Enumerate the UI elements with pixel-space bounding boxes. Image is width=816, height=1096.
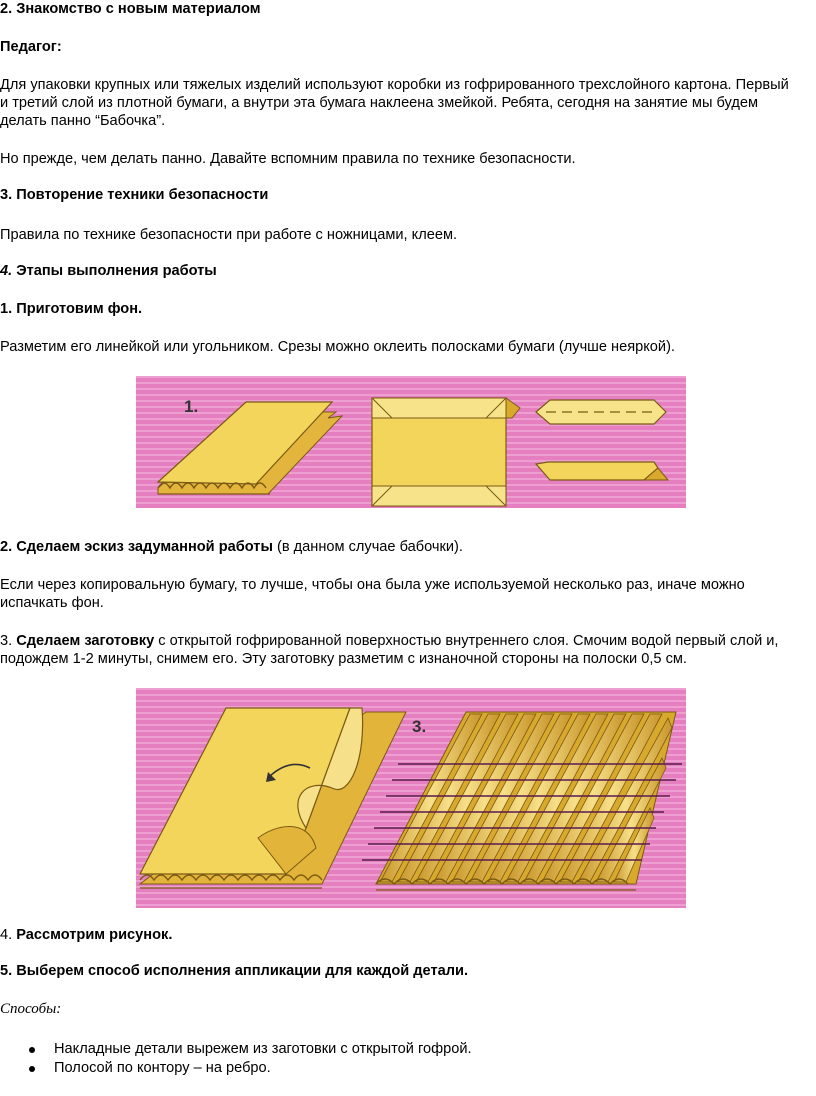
section-2-heading: 2. Знакомство с новым материалом xyxy=(0,1,261,17)
step-3-number: 3. xyxy=(0,633,17,649)
intro-line-2: и третий слой из плотной бумаги, а внутри эта бумага наклеена змейкой. Ребята, сегодня на занятие мы будем xyxy=(0,95,759,111)
safety-lead: Но прежде, чем делать панно. Давайте вспомним правила по технике безопасности. xyxy=(0,151,576,167)
list-item xyxy=(0,1040,808,1059)
section-4-number: 4. xyxy=(0,263,13,279)
step-2-note: (в данном случае бабочки). xyxy=(272,539,463,555)
step-2-text-line-2: испачкать фон. xyxy=(0,595,104,611)
figure-3-label: 3. xyxy=(412,717,427,736)
bullet-icon xyxy=(29,1066,35,1072)
figure-background-preparation xyxy=(136,376,686,508)
board-with-edge-strips-illustration xyxy=(372,398,520,506)
intro-line-1: Для упаковки крупных или тяжелых изделий используют коробки из гофрированного трехслойного картона. Первый xyxy=(0,77,789,93)
method-text: Накладные детали вырежем из заготовки с открытой гофрой. xyxy=(54,1041,472,1057)
teacher-label: Педагог: xyxy=(0,39,62,55)
section-4-heading xyxy=(0,262,808,280)
step-3-title: Сделаем заготовку xyxy=(16,633,155,649)
step-1-heading: 1. Приготовим фон. xyxy=(0,301,143,317)
section-3-heading: 3. Повторение техники безопасности xyxy=(0,187,269,203)
methods-label: Способы: xyxy=(0,1001,62,1017)
list-item xyxy=(0,1059,808,1078)
section-3-text: Правила по технике безопасности при работе с ножницами, клеем. xyxy=(0,227,458,243)
figure-1-label: 1. xyxy=(184,397,199,416)
step-4-number: 4. xyxy=(0,927,17,943)
step-1-text: Разметим его линейкой или угольником. Срезы можно оклеить полосками бумаги (лучше неяркой). xyxy=(0,339,675,355)
step-2-heading xyxy=(0,538,808,556)
step-3-line-1 xyxy=(0,632,808,650)
method-text: Полосой по контору – на ребро. xyxy=(54,1060,271,1076)
figure-blank-preparation xyxy=(136,688,686,908)
step-4-line xyxy=(0,926,808,944)
step-3-rest: с открытой гофрированной поверхностью внутреннего слоя. Смочим водой первый слой и, xyxy=(154,633,779,649)
bullet-icon xyxy=(29,1047,35,1053)
step-3-line-2: подождем 1-2 минуты, снимем его. Эту заготовку разметим с изнаночной стороны на полоски 0,5 см. xyxy=(0,651,687,667)
step-4-title: Рассмотрим рисунок. xyxy=(16,927,173,943)
section-4-title: Этапы выполнения работы xyxy=(12,263,217,279)
methods-list xyxy=(0,1040,808,1078)
step-2-text-line-1: Если через копировальную бумагу, то лучше, чтобы она была уже используемой несколько раз, иначе можно xyxy=(0,577,745,593)
intro-line-3: делать панно “Бабочка”. xyxy=(0,113,166,129)
step-5-heading: 5. Выберем способ исполнения аппликации для каждой детали. xyxy=(0,963,469,979)
step-2-title: 2. Сделаем эскиз задуманной работы xyxy=(0,539,273,555)
